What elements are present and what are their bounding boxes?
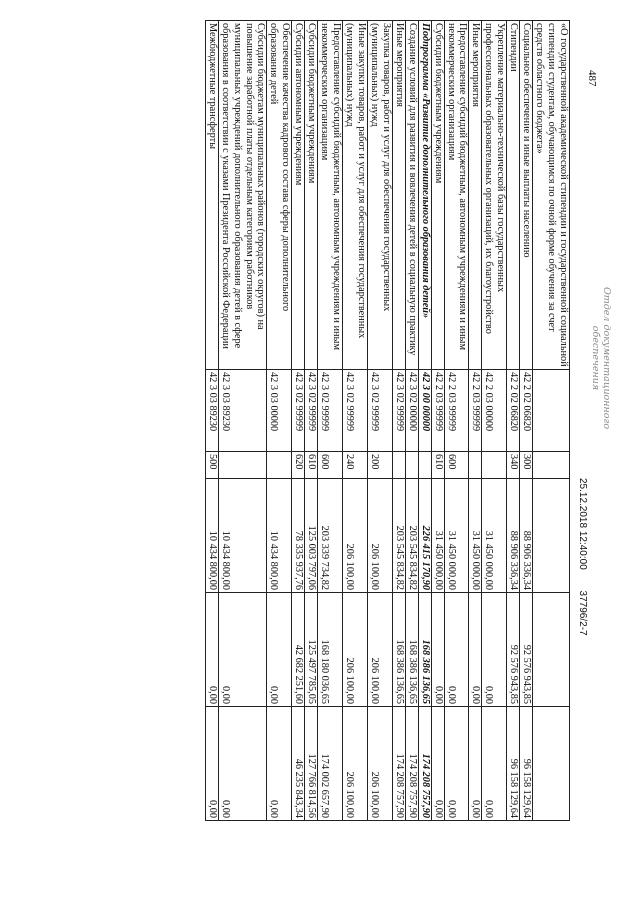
footer-document-id: 37796/2-7 <box>577 590 588 636</box>
row-amount-2020: 206 100,00 <box>368 593 393 707</box>
row-expense-type <box>482 452 507 479</box>
row-expense-type <box>267 452 292 479</box>
row-expense-type <box>469 452 482 479</box>
row-name: Субсидии бюджетным учреждениям <box>305 21 318 370</box>
table-row <box>368 21 393 821</box>
page-number: 487 <box>586 70 598 87</box>
row-amount-2019: 226 415 170,90 <box>418 479 431 593</box>
row-code: 42 2 03 99999 <box>431 370 444 452</box>
row-amount-2021: 46 235 843,34 <box>292 707 305 821</box>
row-amount-2021: 206 100,00 <box>368 707 393 821</box>
row-amount-2019: 10 434 800,00 <box>267 479 292 593</box>
row-expense-type: 600 <box>318 452 343 479</box>
row-name: Иные мероприятия <box>392 21 405 370</box>
row-amount-2019: 31 450 000,00 <box>482 479 507 593</box>
row-amount-2020: 42 682 251,60 <box>292 593 305 707</box>
row-name: Предоставление субсидий бюджетным, автономным учреждениям и иным некоммерческим организациям <box>444 21 469 370</box>
row-amount-2019 <box>533 479 570 593</box>
table-row <box>444 21 469 821</box>
row-code: 42 3 02 99999 <box>292 370 305 452</box>
table-row <box>292 21 305 821</box>
row-amount-2021: 0,00 <box>431 707 444 821</box>
row-amount-2020: 0,00 <box>205 593 218 707</box>
row-amount-2020: 0,00 <box>482 593 507 707</box>
row-expense-type: 340 <box>507 452 520 479</box>
row-expense-type: 620 <box>292 452 305 479</box>
row-amount-2019: 206 100,00 <box>368 479 393 593</box>
table-row <box>405 21 418 821</box>
row-amount-2020: 0,00 <box>469 593 482 707</box>
row-name: Иные закупки товаров, работ и услуг для обеспечения государственных (муниципальных) нужд <box>343 21 368 370</box>
row-expense-type <box>533 452 570 479</box>
row-amount-2019: 88 906 336,34 <box>520 479 533 593</box>
row-amount-2020: 168 386 136,65 <box>405 593 418 707</box>
row-amount-2021: 96 158 129,64 <box>507 707 520 821</box>
table-row <box>418 21 431 821</box>
row-expense-type: 200 <box>368 452 393 479</box>
row-expense-type <box>392 452 405 479</box>
row-amount-2019: 203 545 834,82 <box>392 479 405 593</box>
row-name: Межбюджетные трансферты <box>205 21 218 370</box>
row-name: Обеспечение качества кадрового состава сферы дополнительного образования детей <box>267 21 292 370</box>
row-amount-2019: 206 100,00 <box>343 479 368 593</box>
row-name: Стипендии <box>507 21 520 370</box>
row-code: 42 3 02 99999 <box>343 370 368 452</box>
row-amount-2019: 31 450 000,00 <box>431 479 444 593</box>
row-amount-2021: 0,00 <box>444 707 469 821</box>
row-name: Иные мероприятия <box>469 21 482 370</box>
row-amount-2021: 174 208 757,90 <box>418 707 431 821</box>
row-amount-2021 <box>533 707 570 821</box>
row-code: 42 3 03 89230 <box>205 370 218 452</box>
row-expense-type: 300 <box>520 452 533 479</box>
row-amount-2019: 31 450 000,00 <box>469 479 482 593</box>
row-amount-2019: 203 339 734,82 <box>318 479 343 593</box>
row-amount-2019: 10 434 800,00 <box>218 479 267 593</box>
row-expense-type: 610 <box>305 452 318 479</box>
row-name: Субсидии бюджетам муниципальных районов (городских округов) на повышение заработной платы отдельным категориям работников муниципальных учреждений дополнительного образования детей в сфере образования в соответствии с указами Президента Российской Федерации <box>218 21 267 370</box>
row-amount-2020: 0,00 <box>267 593 292 707</box>
table-row <box>205 21 218 821</box>
row-expense-type <box>218 452 267 479</box>
row-code: 42 2 03 99999 <box>469 370 482 452</box>
department-stamp: Отдел документационного обеспечения <box>589 286 612 430</box>
table-row <box>520 21 533 821</box>
row-code: 42 2 02 06820 <box>507 370 520 452</box>
table-row <box>482 21 507 821</box>
row-amount-2020 <box>533 593 570 707</box>
row-amount-2021: 174 002 657,90 <box>318 707 343 821</box>
row-amount-2020: 168 386 136,65 <box>418 593 431 707</box>
row-amount-2021: 206 100,00 <box>343 707 368 821</box>
row-amount-2020: 168 180 036,65 <box>318 593 343 707</box>
table-row <box>469 21 482 821</box>
budget-table-body <box>205 21 569 821</box>
table-row <box>343 21 368 821</box>
row-amount-2020: 92 576 943,85 <box>507 593 520 707</box>
row-expense-type: 240 <box>343 452 368 479</box>
row-amount-2019: 203 545 834,82 <box>405 479 418 593</box>
document-footer <box>577 478 588 908</box>
row-name: Предоставление субсидий бюджетным, автономным учреждениям и иным некоммерческим организациям <box>318 21 343 370</box>
row-expense-type <box>418 452 431 479</box>
table-row <box>507 21 520 821</box>
table-row <box>218 21 267 821</box>
row-code: 42 3 03 89230 <box>218 370 267 452</box>
row-amount-2019: 78 335 937,76 <box>292 479 305 593</box>
row-code: 42 3 03 00000 <box>267 370 292 452</box>
row-amount-2020: 125 497 785,05 <box>305 593 318 707</box>
row-expense-type <box>405 452 418 479</box>
row-expense-type: 610 <box>431 452 444 479</box>
row-amount-2020: 92 576 943,85 <box>520 593 533 707</box>
row-name: Укрепление материально-технической базы государственных профессиональных образовательных организаций, их благоустройство <box>482 21 507 370</box>
row-amount-2021: 174 208 757,90 <box>405 707 418 821</box>
row-expense-type: 500 <box>205 452 218 479</box>
table-row <box>392 21 405 821</box>
row-amount-2019: 31 450 000,00 <box>444 479 469 593</box>
row-code: 42 2 03 99999 <box>444 370 469 452</box>
table-row <box>533 21 570 821</box>
row-name: Социальное обеспечение и иные выплаты населению <box>520 21 533 370</box>
row-name: Подпрограмма «Развитие дополнительного образования детей» <box>418 21 431 370</box>
table-row <box>267 21 292 821</box>
row-name: Закупка товаров, работ и услуг для обеспечения государственных (муниципальных) нужд <box>368 21 393 370</box>
row-name: Создание условий для развития и вовлечения детей в социальную практику <box>405 21 418 370</box>
row-amount-2020: 206 100,00 <box>343 593 368 707</box>
row-expense-type: 600 <box>444 452 469 479</box>
row-amount-2021: 0,00 <box>205 707 218 821</box>
row-amount-2021: 96 158 129,64 <box>520 707 533 821</box>
row-amount-2019: 10 434 800,00 <box>205 479 218 593</box>
row-code: 42 2 03 00000 <box>482 370 507 452</box>
budget-table-wrapper <box>65 20 570 820</box>
table-row <box>305 21 318 821</box>
row-amount-2021: 0,00 <box>218 707 267 821</box>
row-amount-2020: 168 386 136,65 <box>392 593 405 707</box>
row-code: 42 3 02 99999 <box>392 370 405 452</box>
row-amount-2021: 0,00 <box>482 707 507 821</box>
row-amount-2019: 88 906 336,34 <box>507 479 520 593</box>
row-amount-2020: 0,00 <box>218 593 267 707</box>
table-row <box>318 21 343 821</box>
budget-table <box>205 20 570 821</box>
row-code: 42 3 02 99999 <box>305 370 318 452</box>
row-amount-2020: 0,00 <box>444 593 469 707</box>
row-amount-2021: 174 208 757,90 <box>392 707 405 821</box>
row-name: Субсидии бюджетным учреждениям <box>431 21 444 370</box>
row-code: 42 3 00 00000 <box>418 370 431 452</box>
row-amount-2019: 125 003 797,06 <box>305 479 318 593</box>
row-amount-2021: 0,00 <box>267 707 292 821</box>
row-code: 42 3 02 00000 <box>405 370 418 452</box>
table-row <box>431 21 444 821</box>
row-name: Субсидии автономным учреждениям <box>292 21 305 370</box>
footer-datetime: 25.12.2018 12:40:00 <box>577 478 588 570</box>
row-amount-2020: 0,00 <box>431 593 444 707</box>
row-amount-2021: 0,00 <box>469 707 482 821</box>
row-amount-2021: 127 766 814,56 <box>305 707 318 821</box>
row-code: 42 3 02 99999 <box>318 370 343 452</box>
row-name: «О государственной академической стипендии и государственной социальной стипендии студентам, обучающимся по очной форме обучения за счет средств областного бюджета» <box>533 21 570 370</box>
row-code: 42 2 02 06820 <box>520 370 533 452</box>
row-code: 42 3 02 99999 <box>368 370 393 452</box>
row-code <box>533 370 570 452</box>
